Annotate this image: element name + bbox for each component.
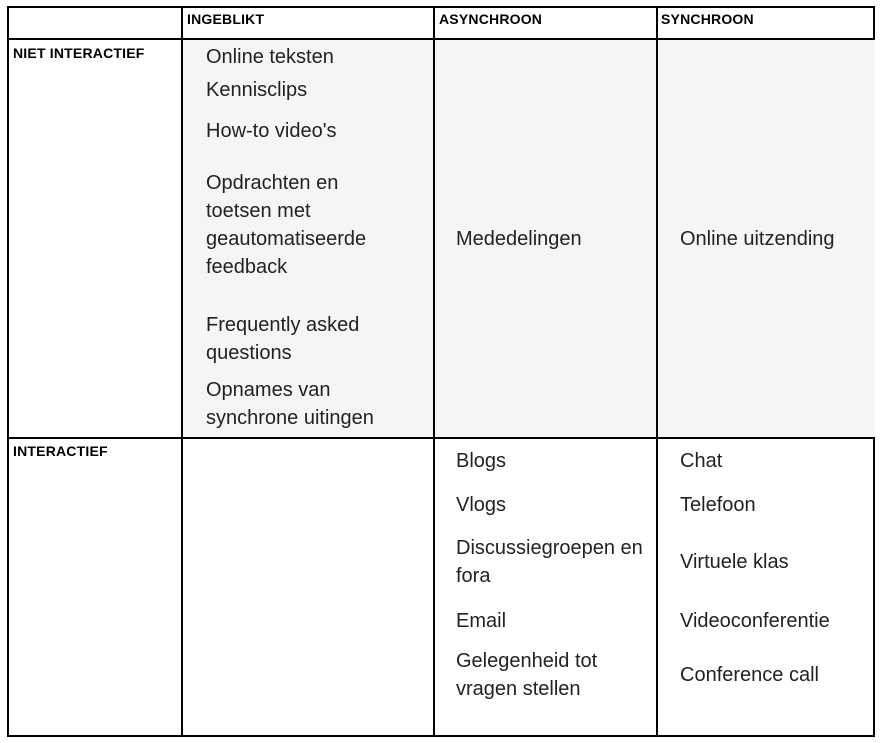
list-item: Opnames van synchrone uitingen bbox=[206, 379, 374, 429]
list-item: Conference call bbox=[680, 664, 819, 686]
header-divider bbox=[9, 38, 875, 40]
col-divider-3 bbox=[656, 8, 658, 737]
list-item: Blogs bbox=[456, 450, 507, 472]
list-item: Frequently asked questions bbox=[206, 314, 360, 364]
row-label-interactief: INTERACTIEF bbox=[13, 443, 108, 459]
list-item: Vlogs bbox=[456, 494, 507, 516]
row-label-niet-interactief: NIET INTERACTIEF bbox=[13, 45, 145, 61]
list-item: Chat bbox=[680, 450, 723, 472]
col-divider-2 bbox=[433, 8, 435, 737]
list-item: Opdrachten en toetsen met geautomatiseerde feedback bbox=[206, 172, 367, 278]
list-item: Online uitzending bbox=[680, 228, 835, 250]
list-item: Telefoon bbox=[680, 494, 756, 516]
communication-matrix-table bbox=[7, 6, 875, 737]
list-item: Email bbox=[456, 610, 507, 632]
header-synchroon: SYNCHROON bbox=[661, 11, 754, 27]
col-divider-1 bbox=[181, 8, 183, 737]
list-item: Gelegenheid tot vragen stellen bbox=[456, 650, 598, 700]
list-item: Online teksten bbox=[206, 46, 334, 68]
row-divider bbox=[9, 437, 875, 439]
list-item: Videoconferentie bbox=[680, 610, 830, 632]
list-item: Kennisclips bbox=[206, 79, 308, 101]
header-asynchroon: ASYNCHROON bbox=[439, 11, 543, 27]
list-item: Virtuele klas bbox=[680, 551, 789, 573]
header-ingeblikt: INGEBLIKT bbox=[187, 11, 265, 27]
list-item: Mededelingen bbox=[456, 228, 582, 250]
list-item: Discussiegroepen en fora bbox=[456, 537, 643, 587]
list-item: How-to video's bbox=[206, 120, 337, 142]
